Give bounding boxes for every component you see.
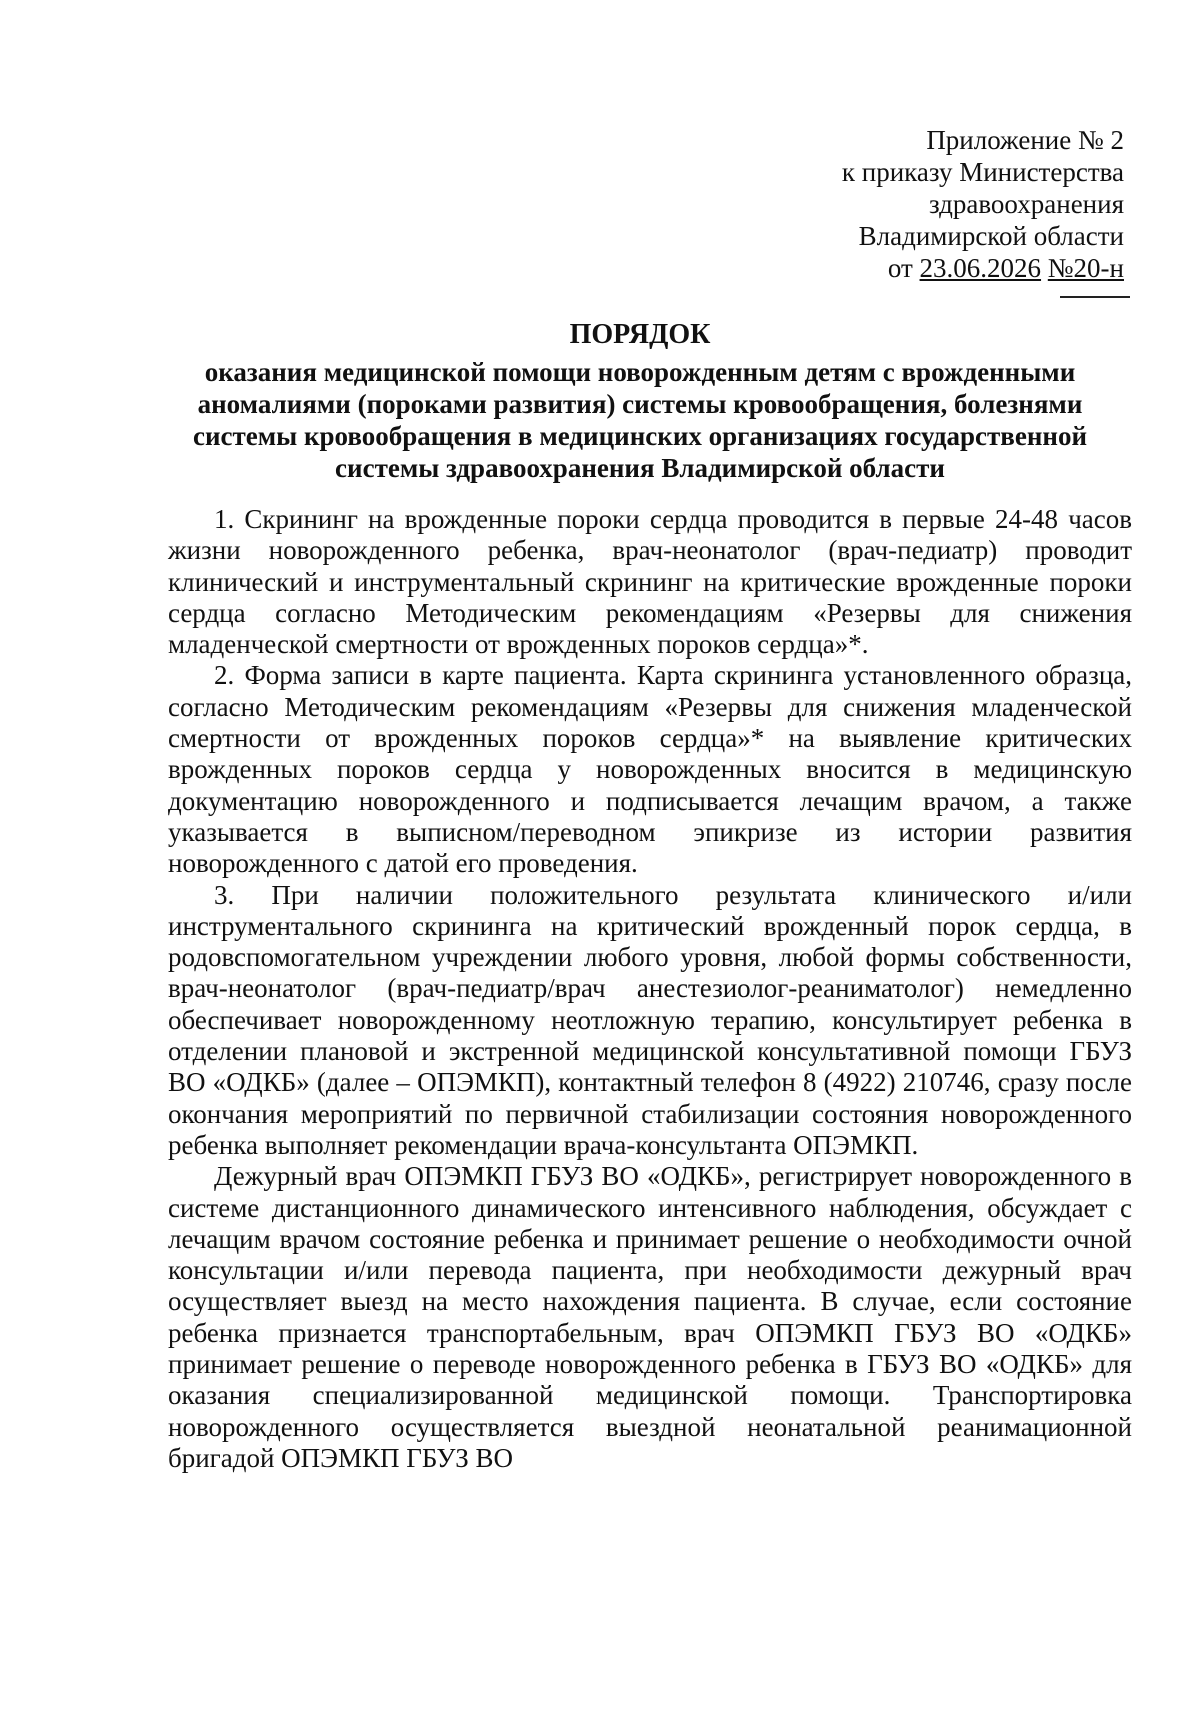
appendix-header xyxy=(624,124,1124,284)
appendix-date-line xyxy=(624,252,1124,284)
subtitle-line: аномалиями (пороками развития) системы кровообращения, болезнями xyxy=(197,389,1083,419)
subtitle-line: системы здравоохранения Владимирской области xyxy=(335,453,945,483)
subtitle-line: системы кровообращения в медицинских организациях государственной xyxy=(192,421,1088,451)
appendix-number: №20-н xyxy=(1047,253,1124,283)
paragraph-4: Дежурный врач ОПЭМКП ГБУЗ ВО «ОДКБ», регистрирует новорожденного в системе дистанционного динамического интенсивного наблюдения, обсуждает с лечащим врачом состояние ребенка и принимает решение о необходимости очной консультации и/или перевода пациента, при необходимости дежурный врач осуществляет выезд на место нахождения пациента. В случае, если состояние ребенка признается транспортабельным, врач ОПЭМКП ГБУЗ ВО «ОДКБ» принимает решение о переводе новорожденного ребенка в ГБУЗ ВО «ОДКБ» для оказания специализированной медицинской помощи. Транспортировка новорожденного осуществляется выездной неонатальной реанимационной бригадой ОПЭМКП ГБУЗ ВО xyxy=(168,1161,1132,1473)
paragraph-1: 1. Скрининг на врожденные пороки сердца проводится в первые 24-48 часов жизни новорожденного ребенка, врач-неонатолог (врач-педиатр) проводит клинический и инструментальный скрининг на критические врожденные пороки сердца согласно Методическим рекомендациям «Резервы для снижения младенческой смертности от врожденных пороков сердца»*. xyxy=(168,504,1132,660)
appendix-line: Приложение № 2 xyxy=(926,125,1124,155)
separator-line xyxy=(1060,296,1130,298)
appendix-line: Владимирской области xyxy=(858,221,1124,251)
subtitle-line: оказания медицинской помощи новорожденным детям с врожденными xyxy=(204,357,1076,387)
paragraph-3: 3. При наличии положительного результата клинического и/или инструментального скрининга на критический врожденный порок сердца, в родовспомогательном учреждении любого уровня, любой формы собственности, врач-неонатолог (врач-педиатр/врач анестезиолог-реаниматолог) немедленно обеспечивает новорожденному неотложную терапию, консультирует ребенка в отделении плановой и экстренной медицинской консультативной помощи ГБУЗ ВО «ОДКБ» (далее – ОПЭМКП), контактный телефон 8 (4922) 210746, сразу после окончания мероприятий по первичной стабилизации состояния новорожденного ребенка выполняет рекомендации врача-консультанта ОПЭМКП. xyxy=(168,879,1132,1160)
appendix-line: к приказу Министерства xyxy=(841,157,1124,187)
document-body xyxy=(168,504,1132,1474)
paragraph-2: 2. Форма записи в карте пациента. Карта скрининга установленного образца, согласно Методическим рекомендациям «Резервы для снижения младенческой смертности от врожденных пороков сердца»* на выявление критических врожденных пороков сердца у новорожденных вносится в медицинскую документацию новорожденного и подписывается лечащим врачом, а также указывается в выписном/переводном эпикризе из истории развития новорожденного с датой его проведения. xyxy=(168,660,1132,879)
appendix-line: здравоохранения xyxy=(928,189,1124,219)
appendix-date-prefix: от xyxy=(887,253,920,283)
appendix-date: 23.06.2026 xyxy=(919,253,1042,283)
document-title: ПОРЯДОК xyxy=(569,319,711,350)
document-subtitle xyxy=(150,356,1130,484)
